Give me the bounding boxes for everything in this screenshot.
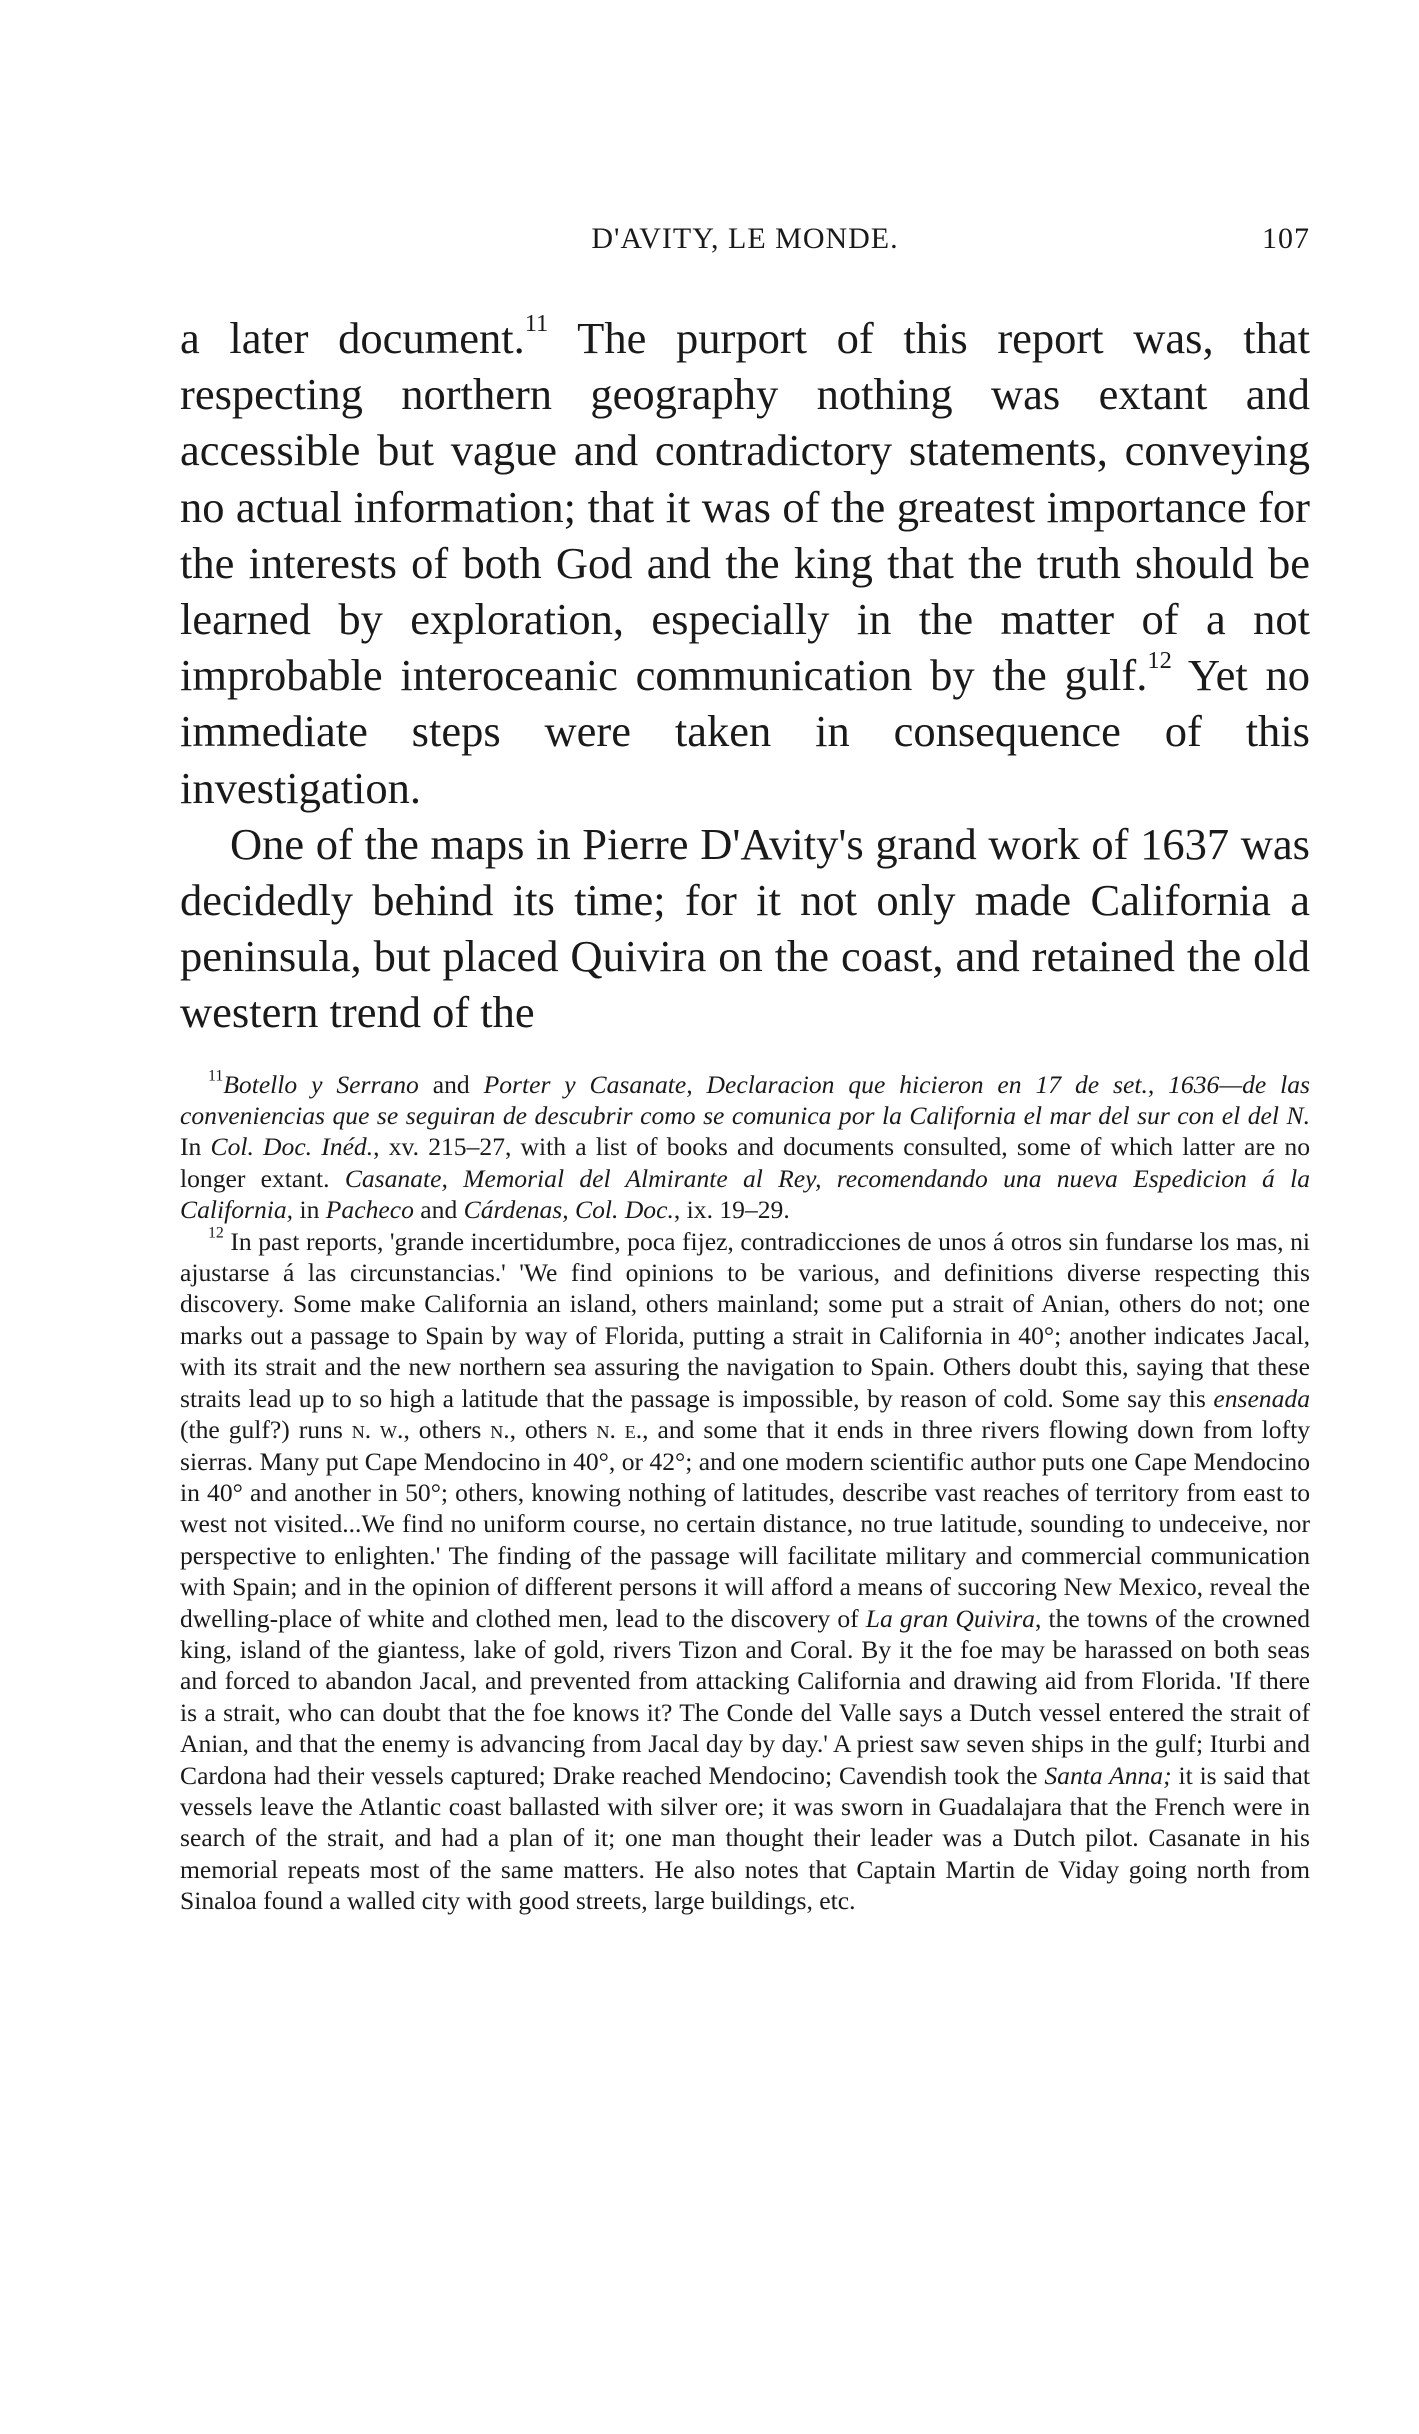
paragraph-1: a later document.$^{11}$ The purport of this report was, that respecting northern geography nothing was extant and accessible but vague and contradictory statements, conveying no actual information; that it was of the greatest importance for the interests of both God and the king that the truth should be learned by exploration, especially in the matter of a not improbable interoceanic communication by the gulf.$^{12}$ Yet no immediate steps were taken in consequence of this investigation.: [180, 309, 1310, 813]
page-number: 107: [1262, 222, 1310, 255]
main-text: [180, 310, 1310, 1041]
running-title: D'AVITY, LE MONDE.: [591, 222, 899, 255]
footnote-number: 11: [208, 1066, 224, 1084]
footnote-number: 12: [208, 1223, 224, 1241]
book-page: [180, 222, 1310, 1917]
footnote-ref-11: 11: [524, 309, 549, 337]
footnote-12: $^{12}$ In past reports, 'grande incertidumbre, poca fijez, contradicciones de unos á otros sin fundarse los mas, ni ajustarse á las circunstancias.' 'We find opinions to be various, and definitions diverse respecting this discovery. Some make California an island, others mainland; some put a strait of Anian, others do not; one marks out a passage to Spain by way of Florida, putting a strait in California in 40°; another indicates Jacal, with its strait and the new northern sea assuring the navigation to Spain. Others doubt this, saying that these straits lead up to so high a latitude that the passage is impossible, by reason of cold. Some say this ensenada (the gulf?) runs n. w., others n., others n. e., and some that it ends in three rivers flowing down from lofty sierras. Many put Cape Mendocino in 40°, or 42°; and one modern scientific author puts one Cape Mendocino in 40° and another in 50°; others, knowing nothing of latitudes, describe vast reaches of territory from east to west not visited...We find no uniform course, no certain distance, no true latitude, sounding to undeceive, nor perspective to enlighten.' The finding of the passage will facilitate military and commercial communication with Spain; and in the opinion of different persons it will afford a means of succoring New Mexico, reveal the dwelling-place of white and clothed men, lead to the discovery of La gran Quivira, the towns of the crowned king, island of the giantess, lake of gold, rivers Tizon and Coral. By it the foe may be harassed on both seas and forced to abandon Jacal, and prevented from attacking California and drawing aid from Florida. 'If there is a strait, who can doubt that the foe knows it? The Conde del Valle says a Dutch vessel entered the strait of Anian, and that the enemy is advancing from Jacal day by day.' A priest saw seven ships in the gulf; Iturbi and Cardona had their vessels captured; Drake reached Mendocino; Cavendish took the Santa Anna; it is said that vessels leave the Atlantic coast ballasted with silver ore; it was sworn in Guadalajara that the French were in search of the strait, and had a plan of it; one man thought their leader was a Dutch pilot. Casanate in his memorial repeats most of the same matters. He also notes that Captain Martin de Viday going north from Sinaloa found a walled city with good streets, large buildings, etc.: [180, 1223, 1311, 1916]
running-head: [180, 222, 1310, 272]
paragraph-2: One of the maps in Pierre D'Avity's grand work of 1637 was decidedly behind its time; for it not only made California a peninsula, but placed Quivira on the coast, and retained the old western trend of the: [180, 818, 1310, 1038]
footnote-11: $^{11}$Botello y Serrano and Porter y Casanate, Declaracion que hicieron en 17 de set., 1636—de las conveniencias que se seguiran de descubrir como se comunica por la California el mar del sur con el del N. In Col. Doc. Inéd., xv. 215–27, with a list of books and documents consulted, some of which latter are no longer extant. Casanate, Memorial del Almirante al Rey, recomendando una nueva Espedicion á la California, in Pacheco and Cárdenas, Col. Doc., ix. 19–29.: [180, 1066, 1311, 1225]
footnotes: [180, 1066, 1311, 1917]
footnote-ref-12: 12: [1147, 647, 1172, 675]
